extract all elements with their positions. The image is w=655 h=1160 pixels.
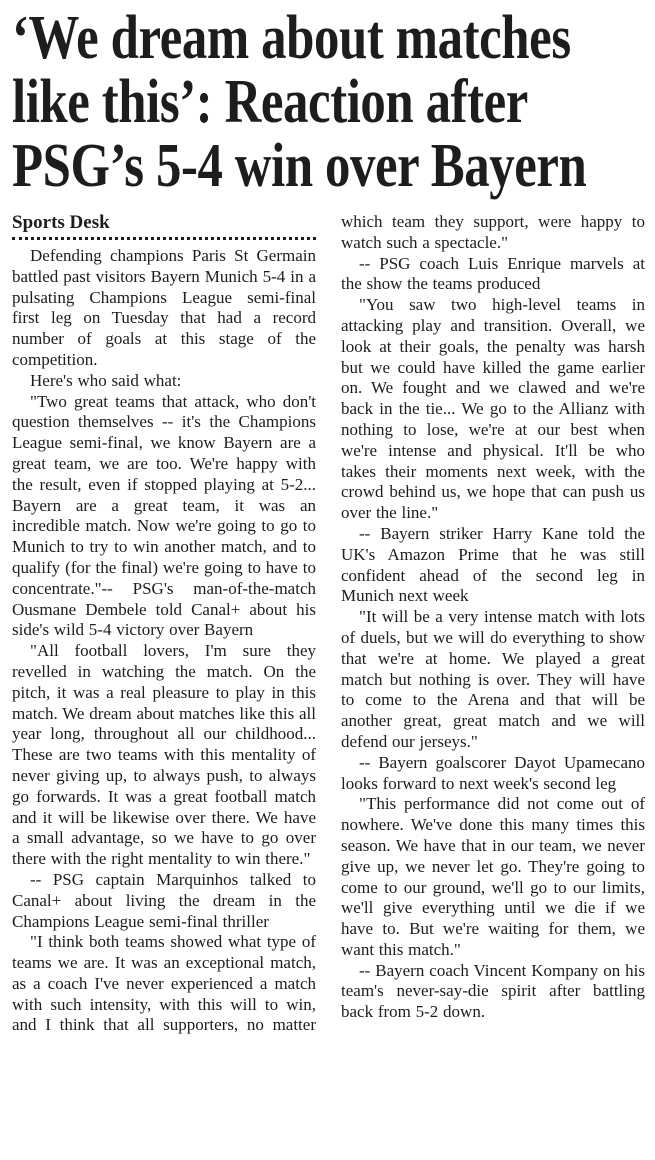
article-paragraph: -- PSG coach Luis Enrique marvels at the show the teams produced xyxy=(341,253,645,294)
article-paragraph: -- Bayern goalscorer Dayot Upamecano looks forward to next week's second leg xyxy=(341,752,645,793)
article-paragraph: Defending champions Paris St Germain battled past visitors Bayern Munich 5-4 in a pulsating Champions League semi-final first leg on Tuesday that had a record number of goals at this stage of the competition. xyxy=(12,246,316,369)
article-paragraph: -- Bayern coach Vincent Kompany on his team's never-say-die spirit after battling back from 5-2 down. xyxy=(341,960,645,1022)
article-paragraph: "I think both teams showed what type of teams we are. It was an exceptional match, as a coach I've never experienced a match with such intensity, with this will to win, and I think that all supporters, no matter which team they support, were happy to watch such a spectacle." xyxy=(12,212,645,1035)
article-paragraph: -- PSG captain Marquinhos talked to Canal+ about living the dream in the Champions League semi-final thriller xyxy=(12,869,316,931)
byline: Sports Desk xyxy=(12,212,110,233)
article-paragraph: "This performance did not come out of nowhere. We've done this many times this season. We have that in our team, we never give up, we never let go. They're going to come to our ground, we'll go to our limits, we'll give everything until we die if we have to. But we're waiting for them, we want this match." xyxy=(341,794,645,959)
headline-line-2: like this’: Reaction after xyxy=(12,68,528,136)
article-paragraph: "Two great teams that attack, who don't question themselves -- it's the Champions League semi-final, we know Bayern are a great team, we are too. We're happy with the result, even if stopped playing at 5-2... Bayern are a great team, it was an incredible match. Now we're going to go to Munich to try to win another match, and to qualify (for the final) we're going to have to concentrate."-- PSG's man-of-the-match Ousmane Dembele told Canal+ about his side's wild 5-4 victory over Bayern xyxy=(12,391,316,640)
article-paragraph: Here's who said what: xyxy=(30,370,182,390)
article-body xyxy=(12,212,645,1036)
byline-dotted-rule xyxy=(12,235,316,240)
headline-line-3: PSG’s 5-4 win over Bayern xyxy=(12,132,587,200)
article-paragraph: "You saw two high-level teams in attacking play and transition. Overall, we look at their goals, the penalty was harsh but we could have killed the game earlier on. We fought and we clawed and we're back in the tie... We go to the Allianz with nothing to lose, we're at our best when we're intense and physical. It'll be who takes their moments next week, with the crowd behind us, we hope that can push us over the line." xyxy=(341,295,645,523)
article-paragraph: "It will be a very intense match with lots of duels, but we will do everything to show that we're at home. We played a great match but nothing is over. They will have to come to the Arena and that will be another great, great match and we will defend our jerseys." xyxy=(341,607,645,751)
byline-block xyxy=(12,212,316,240)
headline-line-1: ‘We dream about matches xyxy=(12,4,571,72)
article-paragraph: "All football lovers, I'm sure they revelled in watching the match. On the pitch, it was a real pleasure to play in this match. We dream about matches like this all year long, throughout all our childhood... These are two teams with this mentality of never giving up, to always push, to always go forwards. It was a great football match and it will be likewise over there. We have a small advantage, so we have to go over there with the right mentality to win there." xyxy=(12,641,316,869)
article-paragraph: -- Bayern striker Harry Kane told the UK's Amazon Prime that he was still confident ahead of the second leg in Munich next week xyxy=(341,523,645,606)
headline xyxy=(12,6,645,198)
